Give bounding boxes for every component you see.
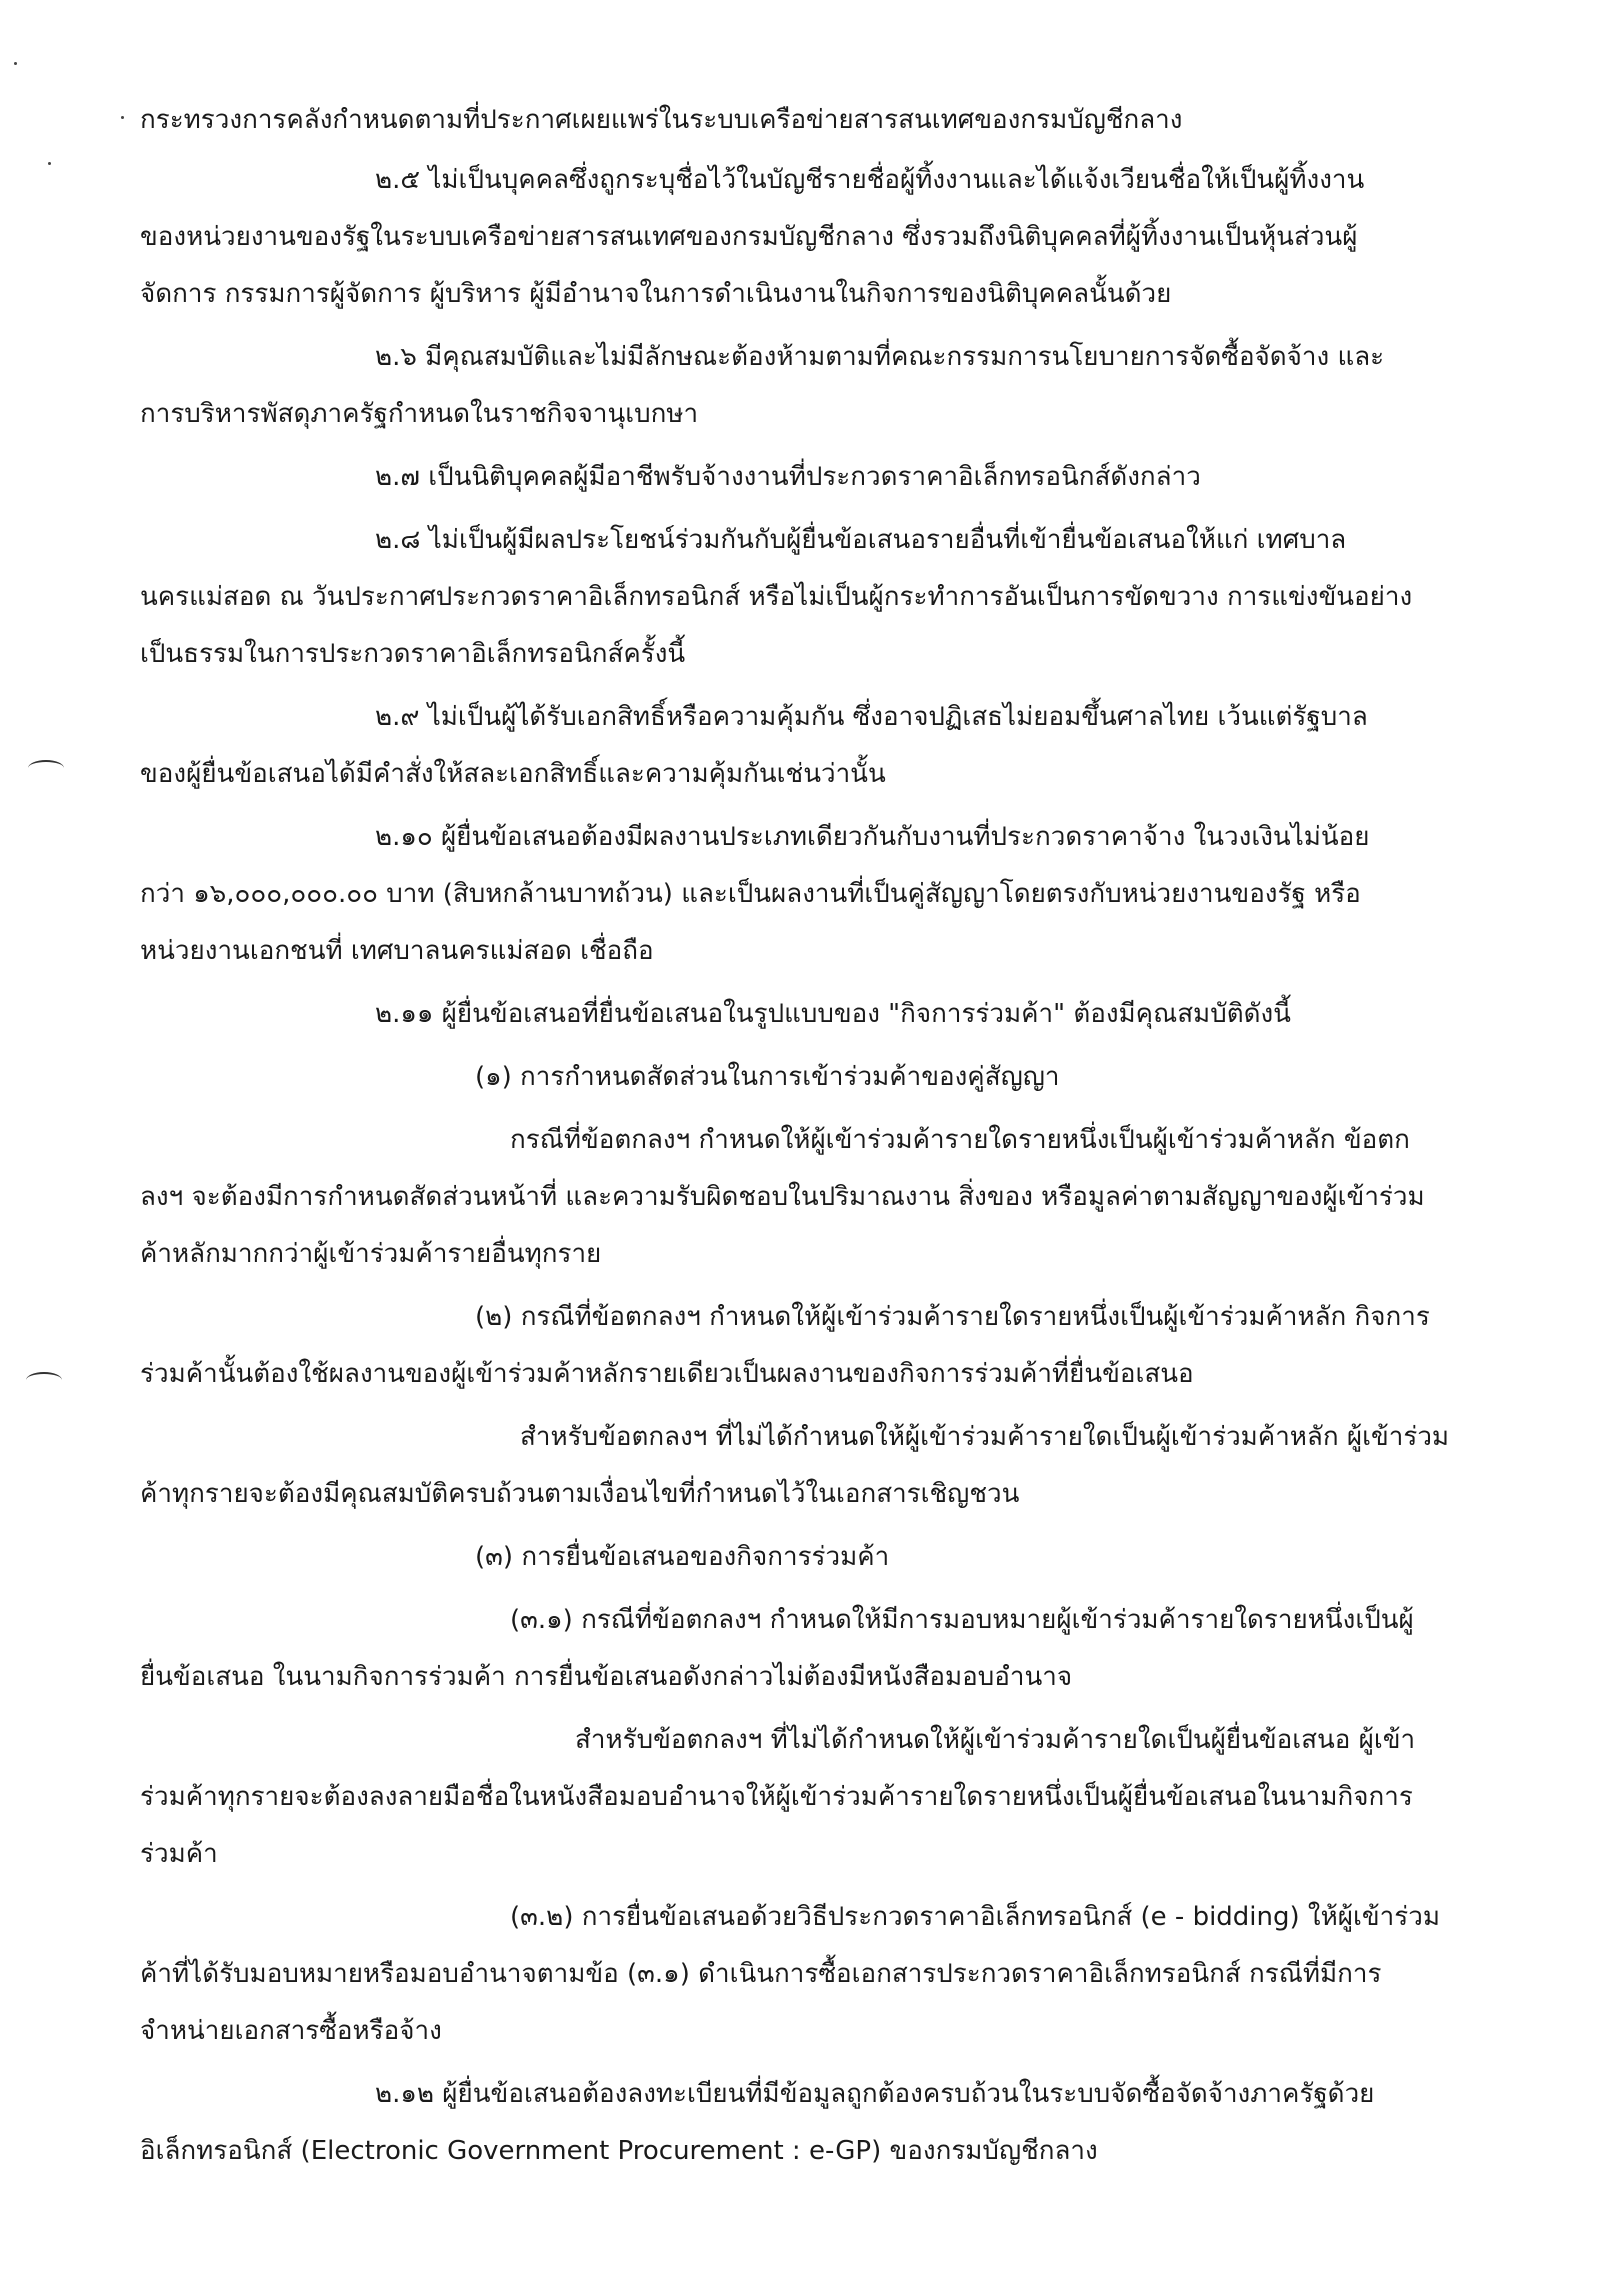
text-line: ของผู้ยื่นข้อเสนอได้มีคำสั่งให้สละเอกสิทธิ์และความคุ้มกันเช่นว่านั้น: [140, 759, 886, 789]
clause-2-5: ๒.๕ ไม่เป็นบุคคลซึ่งถูกระบุชื่อไว้ในบัญชีรายชื่อผู้ทิ้งงานและได้แจ้งเวียนชื่อให้เป็นผู้ทิ้งงาน: [375, 165, 1365, 195]
text-line: จำหน่ายเอกสารซื้อหรือจ้าง: [140, 2016, 442, 2046]
text-line: กว่า ๑๖,๐๐๐,๐๐๐.๐๐ บาท (สิบหกล้านบาทถ้วน) และเป็นผลงานที่เป็นคู่สัญญาโดยตรงกับหน่วยงานของรัฐ หรือ: [140, 879, 1361, 909]
text-line: ค้าทุกรายจะต้องมีคุณสมบัติครบถ้วนตามเงื่อนไขที่กำหนดไว้ในเอกสารเชิญชวน: [140, 1479, 1020, 1509]
text-line: นครแม่สอด ณ วันประกาศประกวดราคาอิเล็กทรอนิกส์ หรือไม่เป็นผู้กระทำการอันเป็นการขัดขวาง การแข่งขันอย่าง: [140, 582, 1413, 612]
text-line: ลงฯ จะต้องมีการกำหนดสัดส่วนหน้าที่ และความรับผิดชอบในปริมาณงาน สิ่งของ หรือมูลค่าตามสัญญาของผู้เข้าร่วม: [140, 1182, 1425, 1212]
scan-mark: [26, 1372, 62, 1388]
text-line: ของหน่วยงานของรัฐในระบบเครือข่ายสารสนเทศของกรมบัญชีกลาง ซึ่งรวมถึงนิติบุคคลที่ผู้ทิ้งงานเป็นหุ้นส่วนผู้: [140, 222, 1358, 252]
text-line: ร่วมค้านั้นต้องใช้ผลงานของผู้เข้าร่วมค้าหลักรายเดียวเป็นผลงานของกิจการร่วมค้าที่ยื่นข้อเสนอ: [140, 1359, 1194, 1389]
subclause-3-1: (๓.๑) กรณีที่ข้อตกลงฯ กำหนดให้มีการมอบหมายผู้เข้าร่วมค้ารายใดรายหนึ่งเป็นผู้: [510, 1605, 1414, 1635]
clause-2-11: ๒.๑๑ ผู้ยื่นข้อเสนอที่ยื่นข้อเสนอในรูปแบบของ "กิจการร่วมค้า" ต้องมีคุณสมบัติดังนี้: [375, 999, 1291, 1029]
scan-mark: [28, 760, 64, 776]
text-line: หน่วยงานเอกชนที่ เทศบาลนครแม่สอด เชื่อถือ: [140, 936, 654, 966]
text-line: อิเล็กทรอนิกส์ (Electronic Government Procurement : e-GP) ของกรมบัญชีกลาง: [140, 2136, 1098, 2166]
clause-2-8: ๒.๘ ไม่เป็นผู้มีผลประโยชน์ร่วมกันกับผู้ยื่นข้อเสนอรายอื่นที่เข้ายื่นข้อเสนอให้แก่ เทศบาล: [375, 525, 1347, 555]
text-line: กรณีที่ข้อตกลงฯ กำหนดให้ผู้เข้าร่วมค้ารายใดรายหนึ่งเป็นผู้เข้าร่วมค้าหลัก ข้อตก: [510, 1125, 1410, 1155]
scan-speck: [14, 62, 17, 65]
clause-2-12: ๒.๑๒ ผู้ยื่นข้อเสนอต้องลงทะเบียนที่มีข้อมูลถูกต้องครบถ้วนในระบบจัดซื้อจัดจ้างภาครัฐด้วย: [375, 2079, 1375, 2109]
text-line: กระทรวงการคลังกำหนดตามที่ประกาศเผยแพร่ในระบบเครือข่ายสารสนเทศของกรมบัญชีกลาง: [140, 105, 1183, 135]
text-line: ยื่นข้อเสนอ ในนามกิจการร่วมค้า การยื่นข้อเสนอดังกล่าวไม่ต้องมีหนังสือมอบอำนาจ: [140, 1662, 1073, 1692]
scan-speck: [48, 162, 51, 165]
clause-2-10: ๒.๑๐ ผู้ยื่นข้อเสนอต้องมีผลงานประเภทเดียวกันกับงานที่ประกวดราคาจ้าง ในวงเงินไม่น้อย: [375, 822, 1370, 852]
text-line: สำหรับข้อตกลงฯ ที่ไม่ได้กำหนดให้ผู้เข้าร่วมค้ารายใดเป็นผู้เข้าร่วมค้าหลัก ผู้เข้าร่วม: [520, 1422, 1450, 1452]
text-line: ค้าหลักมากกว่าผู้เข้าร่วมค้ารายอื่นทุกราย: [140, 1239, 602, 1269]
subclause-1: (๑) การกำหนดสัดส่วนในการเข้าร่วมค้าของคู่สัญญา: [475, 1062, 1060, 1092]
scan-speck: [121, 116, 124, 119]
subclause-3: (๓) การยื่นข้อเสนอของกิจการร่วมค้า: [475, 1542, 890, 1572]
text-line: สำหรับข้อตกลงฯ ที่ไม่ได้กำหนดให้ผู้เข้าร่วมค้ารายใดเป็นผู้ยื่นข้อเสนอ ผู้เข้า: [575, 1725, 1416, 1755]
text-line: ร่วมค้า: [140, 1839, 218, 1869]
text-line: จัดการ กรรมการผู้จัดการ ผู้บริหาร ผู้มีอำนาจในการดำเนินงานในกิจการของนิติบุคคลนั้นด้วย: [140, 279, 1172, 309]
text-line: การบริหารพัสดุภาครัฐกำหนดในราชกิจจานุเบกษา: [140, 399, 699, 429]
text-line: เป็นธรรมในการประกวดราคาอิเล็กทรอนิกส์ครั้งนี้: [140, 639, 686, 669]
text-line: ร่วมค้าทุกรายจะต้องลงลายมือชื่อในหนังสือมอบอำนาจให้ผู้เข้าร่วมค้ารายใดรายหนึ่งเป็นผู้ยื่นข้อเสนอในนามกิจการ: [140, 1782, 1413, 1812]
clause-2-6: ๒.๖ มีคุณสมบัติและไม่มีลักษณะต้องห้ามตามที่คณะกรรมการนโยบายการจัดซื้อจัดจ้าง และ: [375, 342, 1385, 372]
subclause-3-2: (๓.๒) การยื่นข้อเสนอด้วยวิธีประกวดราคาอิเล็กทรอนิกส์ (e - bidding) ให้ผู้เข้าร่วม: [510, 1902, 1440, 1932]
clause-2-9: ๒.๙ ไม่เป็นผู้ได้รับเอกสิทธิ์หรือความคุ้มกัน ซึ่งอาจปฏิเสธไม่ยอมขึ้นศาลไทย เว้นแต่รัฐบาล: [375, 702, 1368, 732]
clause-2-7: ๒.๗ เป็นนิติบุคคลผู้มีอาชีพรับจ้างงานที่ประกวดราคาอิเล็กทรอนิกส์ดังกล่าว: [375, 462, 1201, 492]
text-line: ค้าที่ได้รับมอบหมายหรือมอบอำนาจตามข้อ (๓.๑) ดำเนินการซื้อเอกสารประกวดราคาอิเล็กทรอนิกส์ กรณีที่มีการ: [140, 1959, 1382, 1989]
subclause-2: (๒) กรณีที่ข้อตกลงฯ กำหนดให้ผู้เข้าร่วมค้ารายใดรายหนึ่งเป็นผู้เข้าร่วมค้าหลัก กิจการ: [475, 1302, 1430, 1332]
